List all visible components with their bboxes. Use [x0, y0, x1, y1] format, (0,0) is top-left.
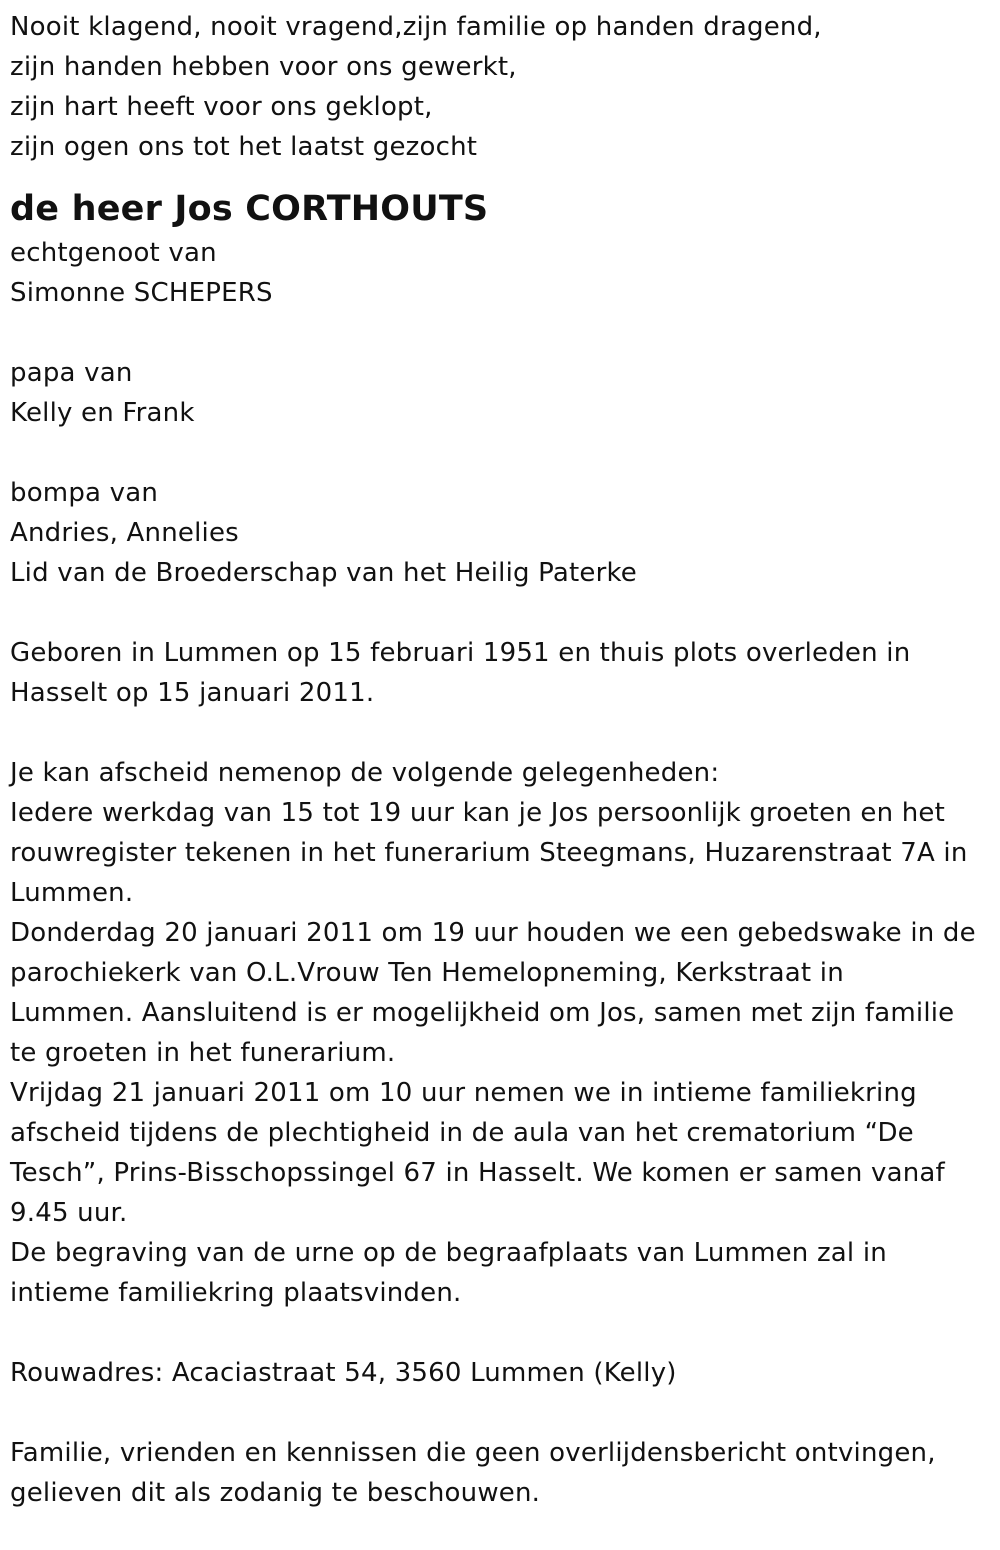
- farewell-line: De begraving van de urne op de begraafplaats van Lummen zal in: [10, 1238, 887, 1268]
- farewell-line: rouwregister tekenen in het funerarium Steegmans, Huzarenstraat 7A in: [10, 838, 968, 868]
- farewell-line: Vrijdag 21 januari 2011 om 10 uur nemen we in intieme familiekring: [10, 1078, 917, 1108]
- spacer: [10, 433, 990, 473]
- spacer: [10, 1393, 990, 1433]
- spacer: [10, 313, 990, 353]
- farewell-line: te groeten in het funerarium.: [10, 1038, 396, 1068]
- farewell-section: [10, 753, 990, 1313]
- farewell-line: Lummen.: [10, 878, 134, 908]
- grandchildren-section: [10, 473, 990, 593]
- farewell-line: afscheid tijdens de plechtigheid in de aula van het crematorium “De: [10, 1118, 914, 1148]
- birth-death-line: Geboren in Lummen op 15 februari 1951 en thuis plots overleden in: [10, 638, 911, 668]
- farewell-line: Tesch”, Prins-Bisschopssingel 67 in Hasselt. We komen er samen vanaf: [10, 1158, 945, 1188]
- spouse-label: echtgenoot van: [10, 238, 217, 268]
- death-notice: [10, 7, 990, 1513]
- farewell-line: Lummen. Aansluitend is er mogelijkheid om Jos, samen met zijn familie: [10, 998, 955, 1028]
- poem-line: Nooit klagend, nooit vragend,zijn familie op handen dragend,: [10, 12, 822, 42]
- poem-line: zijn hart heeft voor ons geklopt,: [10, 92, 433, 122]
- poem-line: zijn handen hebben voor ons gewerkt,: [10, 52, 517, 82]
- poem: [10, 7, 990, 167]
- grandchildren-label: bompa van: [10, 478, 159, 508]
- spacer: [10, 713, 990, 753]
- farewell-line: intieme familiekring plaatsvinden.: [10, 1278, 462, 1308]
- farewell-line: 9.45 uur.: [10, 1198, 128, 1228]
- deceased-name: de heer Jos CORTHOUTS: [10, 189, 489, 229]
- closing-line: Familie, vrienden en kennissen die geen overlijdensbericht ontvingen,: [10, 1438, 936, 1468]
- closing-section: [10, 1433, 990, 1513]
- farewell-line: parochiekerk van O.L.Vrouw Ten Hemelopneming, Kerkstraat in: [10, 958, 844, 988]
- spouse-section: [10, 233, 990, 313]
- grandchildren-names: Andries, Annelies: [10, 518, 239, 548]
- birth-death-section: [10, 633, 990, 713]
- closing-line: gelieven dit als zodanig te beschouwen.: [10, 1478, 541, 1508]
- spacer: [10, 593, 990, 633]
- membership-line: Lid van de Broederschap van het Heilig Paterke: [10, 558, 638, 588]
- spacer: [10, 1313, 990, 1353]
- birth-death-line: Hasselt op 15 januari 2011.: [10, 678, 375, 708]
- children-label: papa van: [10, 358, 133, 388]
- farewell-line: Iedere werkdag van 15 tot 19 uur kan je Jos persoonlijk groeten en het: [10, 798, 946, 828]
- farewell-line: Donderdag 20 januari 2011 om 19 uur houden we een gebedswake in de: [10, 918, 976, 948]
- spouse-name: Simonne SCHEPERS: [10, 278, 273, 308]
- farewell-line: Je kan afscheid nemenop de volgende gelegenheden:: [10, 758, 720, 788]
- children-section: [10, 353, 990, 433]
- children-names: Kelly en Frank: [10, 398, 195, 428]
- poem-line: zijn ogen ons tot het laatst gezocht: [10, 132, 478, 162]
- mourning-address: Rouwadres: Acaciastraat 54, 3560 Lummen (Kelly): [10, 1358, 677, 1388]
